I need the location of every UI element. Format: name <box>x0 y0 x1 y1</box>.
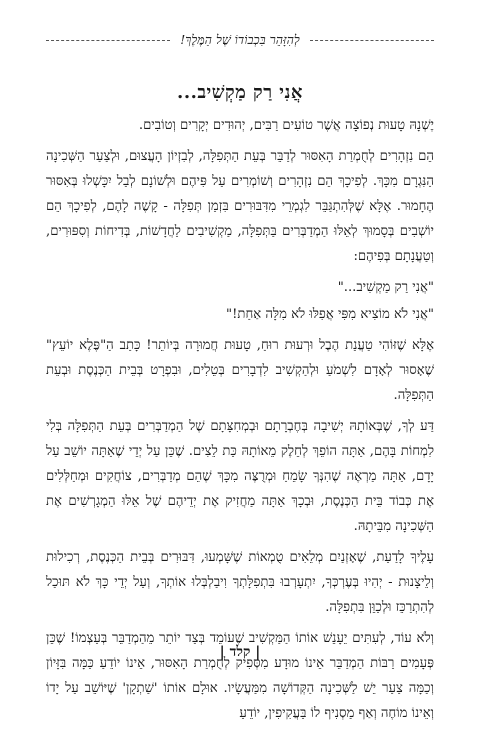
paragraph: הֵם נִזְהָרִים לְחֻמְרַת הָאִסּוּר לְדַבֵּר בְּעֵת הַתְּפִלָּה, לְבִזְיוֹן הָעֲצוּם, וּלְצַעַר הַשְּׁכִינָה הַנִּגְרָם מִכָּךְ. לְפִיכָךְ הֵם נִזְהָרִים וְשׁוֹמְרִים עַל פִּיהֶם וּלְשׁוֹנָם לְבַל יִכָּשְׁלוּ בְּאִסּוּר הֶחָמוּר. אֶלָּא שֶׁלְּהִתְגַּבֵּר לִגְמְרֵי מִדִּבּוּרִים בִּזְמַן תְּפִלָּה - קָשֶׁה לָהֶם, לְפִיכָךְ הֵם יוֹשְׁבִים בְּסָמוּךְ לְאֵלּוּ הַמְדַבְּרִים בַּתְּפִלָּה, מַקְשִׁיבִים לַחֲדָשׁוֹת, בְּדִיחוֹת וְסִפּוּרִים, וְטַעֲנָתָם בְּפִיהֶם: <box>46 149 434 264</box>
article-body <box>46 82 434 732</box>
quote-line: "אֲנִי רַק מַקְשִׁיב..." <box>337 280 434 295</box>
paragraph: וְלֹא עוֹד, לְעִתִּים יֵעָנֵשׁ אוֹתוֹ הַמַּקְשִׁיב שֶׁעוֹמֵד בְּצַד יוֹתֵר מֵהַמְדַבֵּר בְּעַצְמוֹ! שֶׁכֵּן פְּעָמִים רַבּוֹת הַמְדַבֵּר אֵינוֹ מוּדָע מִסְּפִיק לְחֻמְרַת הָאִסּוּר, אֵינוֹ יוֹדֵעַ כַּמָּה בִּזָּיוֹן וְכַמָּה צַעַר יֵשׁ לַשְּׁכִינָה הַקְּדוֹשָׁה מִמַּעֲשָׂיו. אוּלָם אוֹתוֹ 'שַׁתְקָן' שֶׁיּוֹשֵׁב עַל יָדוֹ וְאֵינוֹ מוֹחֶה וְאַף מַסְנִיף לוֹ בַּעֲקִיפִין, יוֹדֵעַ <box>46 631 434 721</box>
article-heading: אֲנִי רַק מַקְשִׁיב... <box>177 82 303 103</box>
header-rule-left <box>46 40 170 41</box>
quote-line: "אֲנִי לֹא מוֹצִיא מִפִּי אֲפִלּוּ לֹא מִלָּה אַחַת!" <box>226 307 434 322</box>
header-rule-right <box>310 40 434 41</box>
paragraph-intro: יֶשְׁנָהּ טָעוּת נְפוֹצָה אֲשֶׁר טוֹעִים רַבִּים, יְהוּדִים יְקָרִים וְטוֹבִים. <box>138 118 434 133</box>
paragraph: דַּע לְךָ, שֶׁבְּאוֹתָהּ יְשִׁיבָה בְּחֶבְרָתָם וּבְמְחִצָּתָם שֶׁל הַמְדַבְּרִים בְּעֵת הַתְּפִלָּה בְּלִי לִמְחוֹת בָּהֶם, אַתָּה הוֹפֵךְ לְחֵלֶק מֵאוֹתָהּ כַּת לֵצִים. שֶׁכֵּן עַל יְדֵי שֶׁאַתָּה יוֹשֵׁב עַל יָדָם, אַתָּה מַרְאֶה שֶׁהִנְּךָ שָׂמֵחַ וּמְרֻצֶּה מִכָּךְ שֶׁהֵם מְדַבְּרִים, צוֹחֲקִים וּמְחַלְּלִים אֶת כְּבוֹד בֵּית הַכְּנֶסֶת, וּבְכָךְ אַתָּה מַחֲזִיק אֶת יְדֵיהֶם שֶׁל אֵלּוּ הַמְגָרְשִׁים אֶת הַשְּׁכִינָה מִבֵּיתָהּ. <box>46 419 434 534</box>
paragraph: עָלֶיךָ לָדַעַת, שֶׁאָזְנַיִם מְלֵאִים טֻמְאוֹת שֶׁשָּׁמְעוּ, דִּבּוּרִים בְּבֵית הַכְּנֶסֶת, רְכִילוּת וְלֵיצָנוּת - יְהִיוּ בְּעֶרְכְּךָ, יִתְעָרְבוּ בִּתְפִלָּתְךָ וִיבַלְבְּלוּ אוֹתְךָ, וְעַל יְדֵי כָּךְ לֹא תּוּכַל לְהִתְרַכֵּז וּלְכַוֵּן בִּתְפִלָּה. <box>46 550 434 615</box>
running-header <box>46 32 434 48</box>
page-number: | קלד | <box>219 644 261 660</box>
paragraph: אֶלָּא שֶׁזּוֹהִי טַעֲנַת הֶבֶל וּרְעוּת רוּחַ, טָעוּת חֲמוּרָה בְּיוֹתֵר! כָּתַב הַ"פֶּלֶא יוֹעֵץ" שֶׁאָסוּר לְאָדָם לִשְׁמֹעַ וּלְהַקְשִׁיב לִדְבָרִים בְּטֵלִים, וּבִפְרָט בְּבֵית הַכְּנֶסֶת וּבְעֵת הַתְּפִלָּה. <box>46 338 434 403</box>
running-title: לְהִזָּהֵר בִּכְבוֹדוֹ שֶׁל הַמֶּלֶךְ! <box>180 32 300 47</box>
